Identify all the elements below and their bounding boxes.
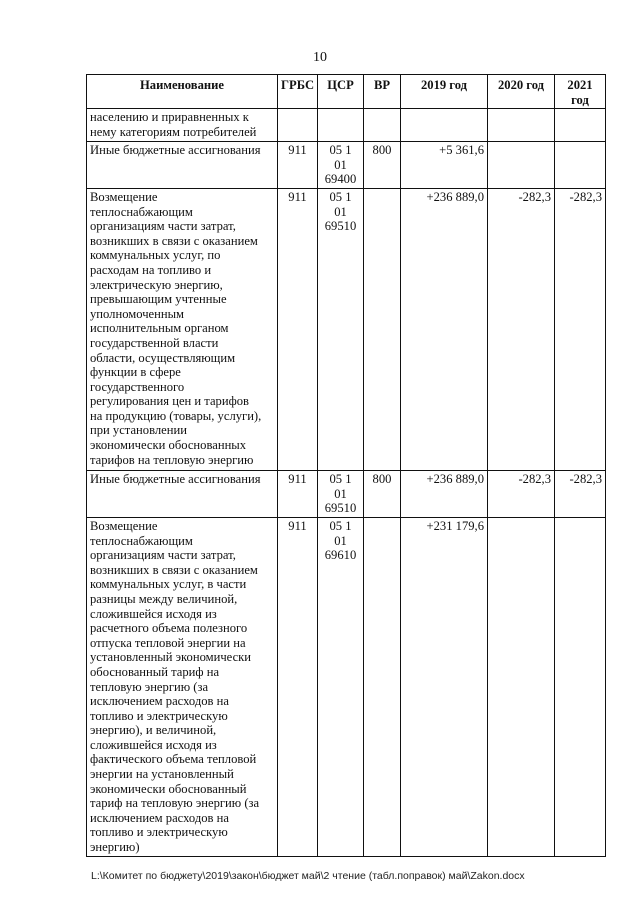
row-vr-cell: 800 [364, 142, 401, 189]
page-number: 10 [313, 50, 327, 65]
budget-table [86, 74, 606, 857]
row-2019-cell: +5 361,6 [401, 142, 488, 189]
row-grbs-cell: 911 [278, 470, 318, 517]
row-grbs-cell: 911 [278, 188, 318, 470]
header-2020: 2020 год [488, 75, 555, 109]
row-name-cell: Возмещение теплоснабжающим организациям части затрат, возникших в связи с оказанием коммунальных услуг, по расходам на топливо и электрическую энергию, превышающим учтенные уполномоченным исполнительным органом государственной власти области, осуществляющим функции в сфере государственного регулирования цен и тарифов на продукцию (товары, услуги), при установлении экономически обоснованных тарифов на тепловую энергию [87, 188, 278, 470]
row-vr-cell: 800 [364, 470, 401, 517]
header-vr: ВР [364, 75, 401, 109]
row-csr-cell [318, 109, 364, 142]
table-header-row [87, 75, 606, 109]
row-name-cell: населению и приравненных к нему категориям потребителей [87, 109, 278, 142]
header-name: Наименование [87, 75, 278, 109]
row-vr-cell [364, 109, 401, 142]
row-2021-cell: -282,3 [555, 470, 606, 517]
row-2019-cell: +231 179,6 [401, 517, 488, 856]
row-csr-cell: 05 1 01 69510 [318, 470, 364, 517]
row-csr-cell: 05 1 01 69510 [318, 188, 364, 470]
row-2021-cell [555, 109, 606, 142]
row-2021-cell [555, 142, 606, 189]
row-csr-cell: 05 1 01 69610 [318, 517, 364, 856]
header-2021: 2021 год [555, 75, 606, 109]
header-2019: 2019 год [401, 75, 488, 109]
header-grbs: ГРБС [278, 75, 318, 109]
row-grbs-cell: 911 [278, 142, 318, 189]
row-2020-cell: -282,3 [488, 188, 555, 470]
row-vr-cell [364, 188, 401, 470]
file-path-footer: L:\Комитет по бюджету\2019\закон\бюджет май\2 чтение (табл.поправок) май\Zakon.docx [91, 870, 525, 882]
row-csr-cell: 05 1 01 69400 [318, 142, 364, 189]
table-row [87, 188, 606, 470]
row-2020-cell [488, 142, 555, 189]
row-name-cell: Возмещение теплоснабжающим организациям части затрат, возникших в связи с оказанием коммунальных услуг, в части разницы между величиной, сложившейся исходя из расчетного объема полезного отпуска тепловой энергии на установленный экономически обоснованный тариф на тепловую энергию (за исключением расходов на топливо и электрическую энергию), и величиной, сложившейся исходя из фактического объема тепловой энергии на установленный экономически обоснованный тариф на тепловую энергию (за исключением расходов на топливо и электрическую энергию) [87, 517, 278, 856]
row-name-cell: Иные бюджетные ассигнования [87, 142, 278, 189]
table-row [87, 142, 606, 189]
header-csr: ЦСР [318, 75, 364, 109]
row-2020-cell: -282,3 [488, 470, 555, 517]
row-grbs-cell [278, 109, 318, 142]
table-row [87, 470, 606, 517]
row-name-cell: Иные бюджетные ассигнования [87, 470, 278, 517]
row-grbs-cell: 911 [278, 517, 318, 856]
row-2021-cell [555, 517, 606, 856]
row-2021-cell: -282,3 [555, 188, 606, 470]
row-2019-cell [401, 109, 488, 142]
row-vr-cell [364, 517, 401, 856]
table-row [87, 517, 606, 856]
row-2019-cell: +236 889,0 [401, 188, 488, 470]
table-row [87, 109, 606, 142]
row-2020-cell [488, 109, 555, 142]
row-2019-cell: +236 889,0 [401, 470, 488, 517]
row-2020-cell [488, 517, 555, 856]
